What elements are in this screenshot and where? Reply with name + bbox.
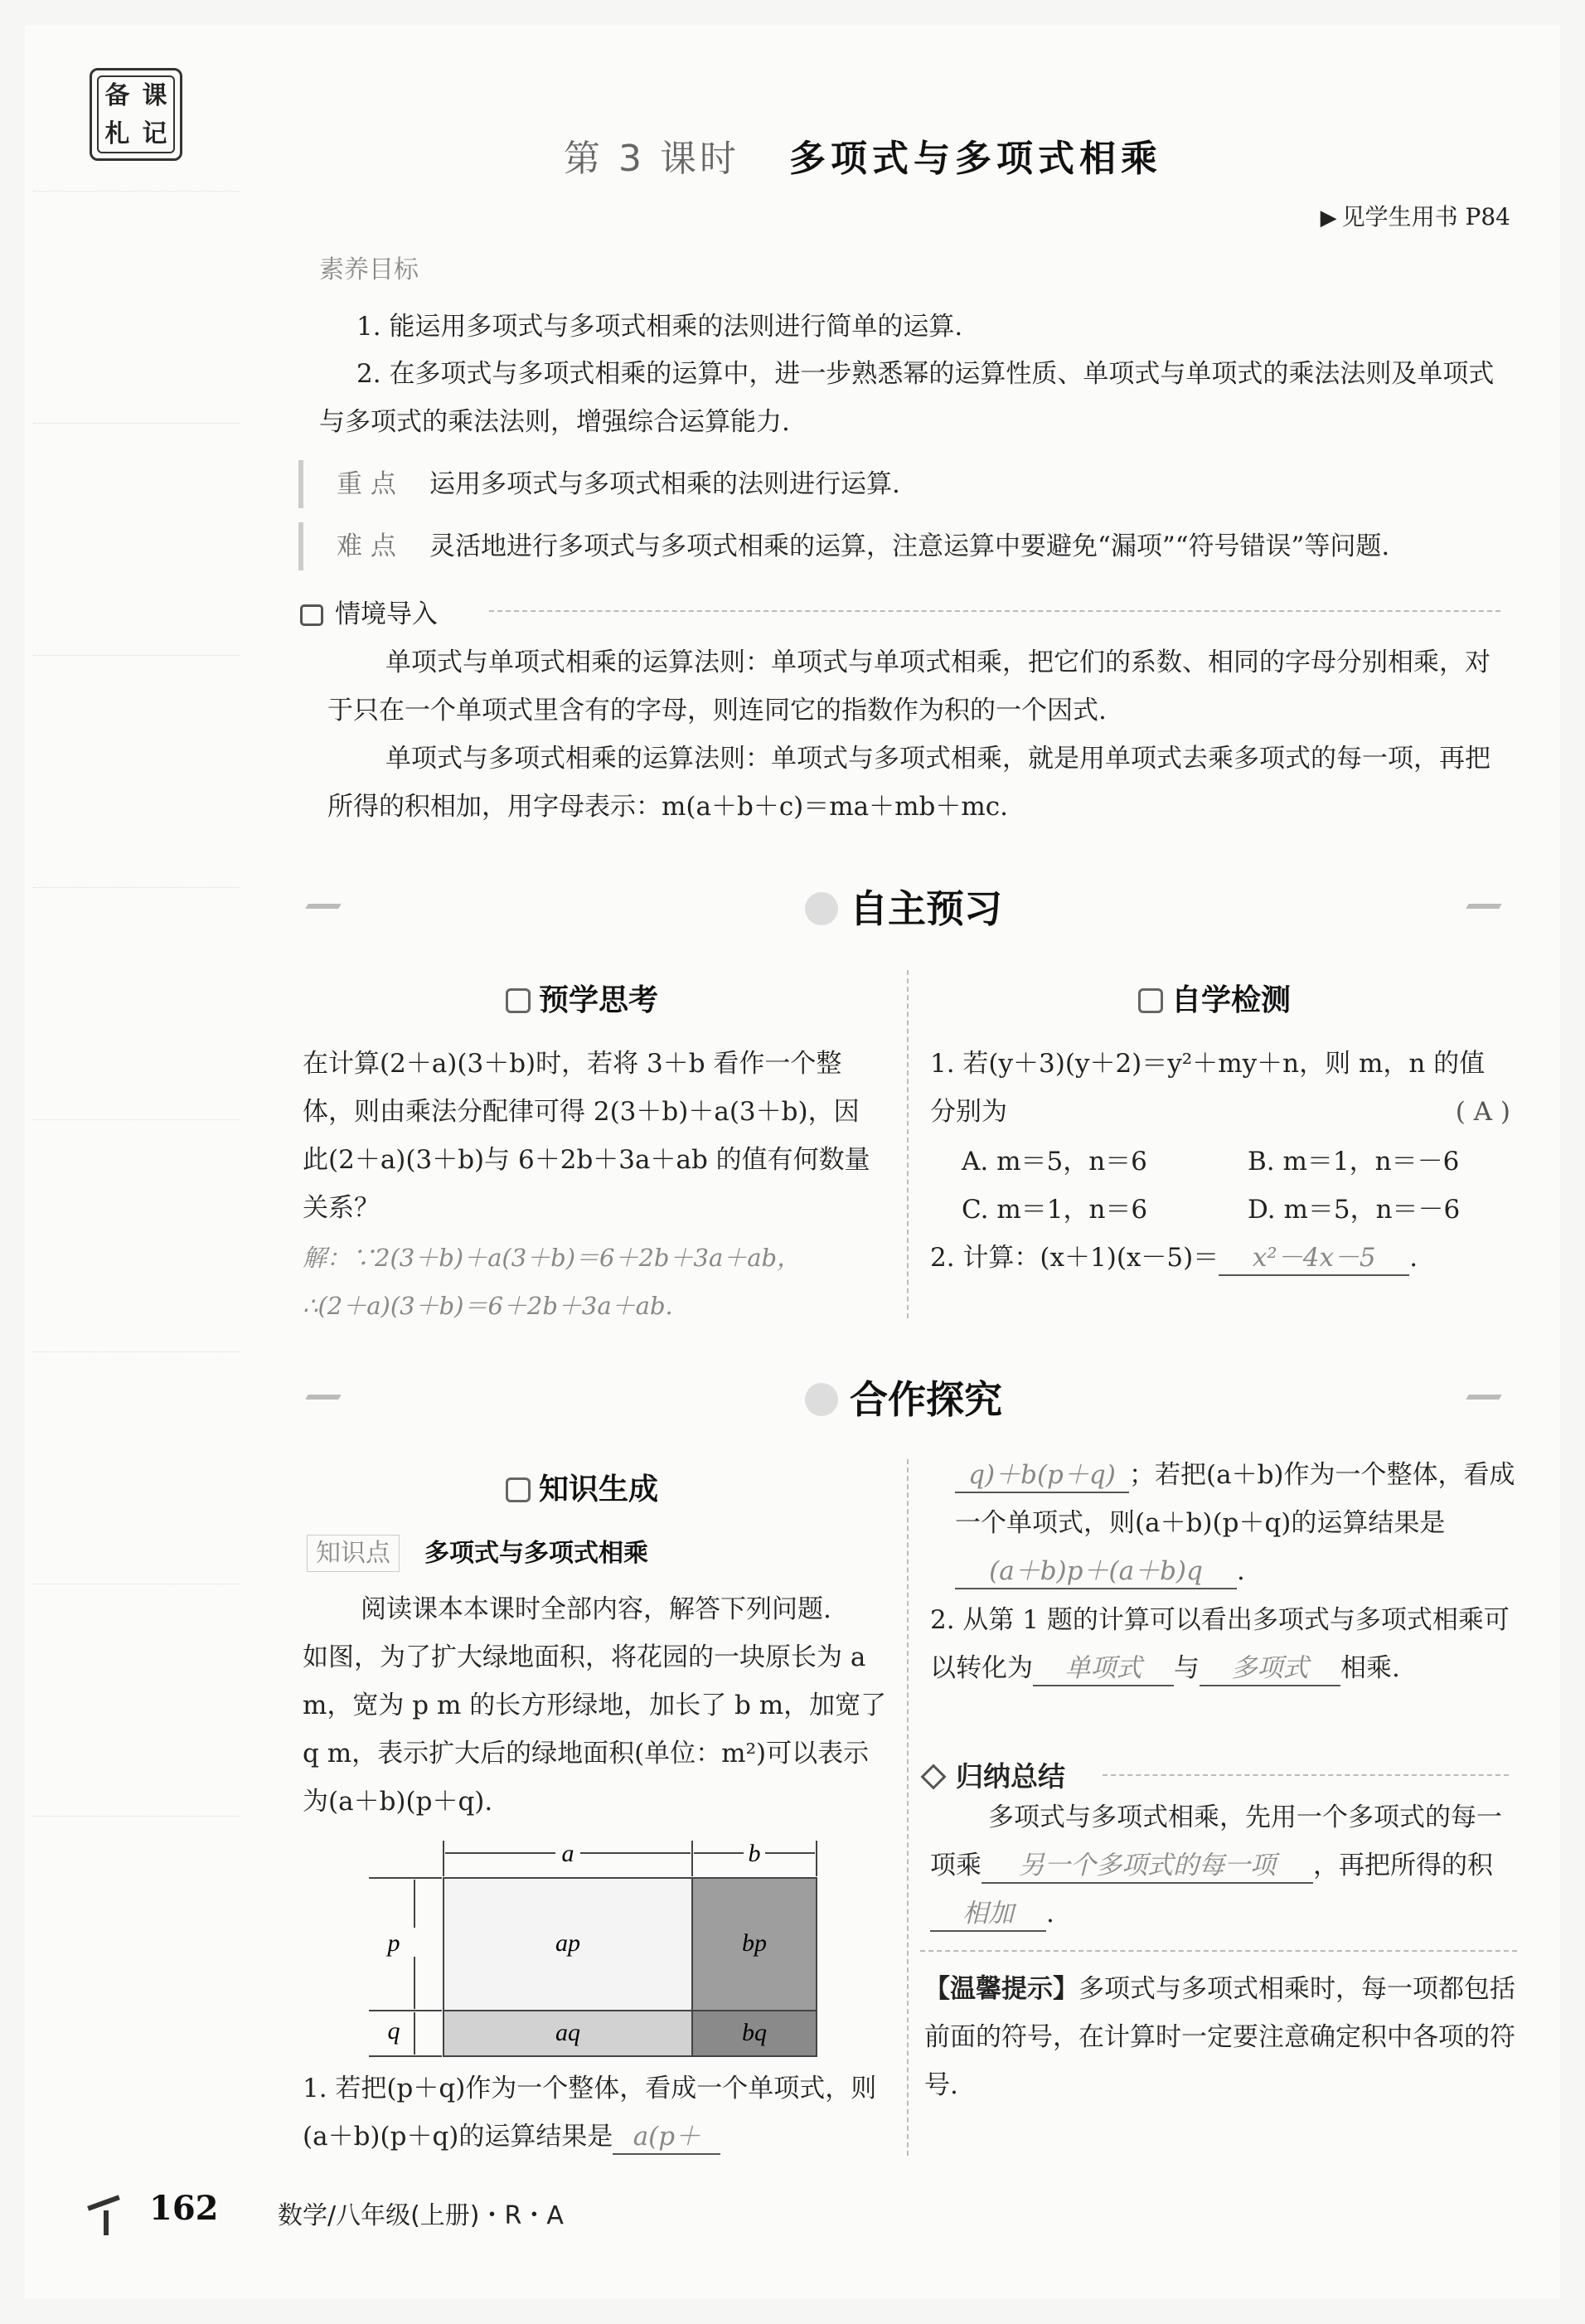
- checklist-icon: [1138, 988, 1163, 1013]
- knowledge-point-heading: [307, 1532, 648, 1569]
- scene-paragraph-1: 单项式与单项式相乘的运算法则：单项式与单项式相乘，把它们的系数、相同的字母分别相乘，对于只在一个单项式里含有的字母，则连同它的指数作为积的一个因式.: [327, 648, 1490, 725]
- goal-2: 2. 在多项式与多项式相乘的运算中，进一步熟悉幂的运算性质、单项式与单项式的乘法法则及单项式与多项式的乘法法则，增强综合运算能力.: [319, 359, 1495, 437]
- coop-q1-answer-a: a(p＋: [613, 2120, 720, 2155]
- knowledge-point-title: 多项式与多项式相乘: [424, 1539, 648, 1568]
- book-icon: [506, 988, 531, 1013]
- column-divider: [907, 970, 909, 1318]
- lesson-topic: 多项式与多项式相乘: [788, 138, 1162, 180]
- bulb-icon: [506, 1477, 531, 1502]
- coop-question-1-continued: [955, 1451, 1519, 1595]
- summary-text: [930, 1793, 1519, 1938]
- coop-q2-answer-2: 多项式: [1200, 1652, 1340, 1686]
- check-title: 自学检测: [1171, 983, 1292, 1017]
- q2-answer: x²－4x－5: [1219, 1241, 1409, 1276]
- divider: [1103, 1774, 1509, 1776]
- goal-1: 1. 能运用多项式与多项式相乘的法则进行简单的运算.: [356, 312, 963, 342]
- lesson-number: 第 3 课时: [564, 138, 739, 180]
- scene-intro-body: [327, 638, 1505, 831]
- think-answer-2: ∴(2＋a)(3＋b)＝6＋2b＋3a＋ab.: [303, 1292, 673, 1320]
- coop-q1-answer-2: (a＋b)p＋(a＋b)q: [955, 1555, 1237, 1589]
- scene-paragraph-2: 单项式与多项式相乘的运算法则：单项式与多项式相乘，就是用单项式去乘多项式的每一项，再把所得的积相加，用字母表示：m(a＋b＋c)＝ma＋mb＋mc.: [327, 744, 1490, 822]
- q2-text: 2. 计算：(x＋1)(x－5)＝: [930, 1243, 1219, 1273]
- knowledge-point-tag: 知识点: [307, 1535, 400, 1572]
- difficult-point-tag: 难 点: [298, 522, 419, 570]
- check-heading: [1138, 977, 1291, 1019]
- q1-answer: ( A ): [1455, 1097, 1510, 1127]
- lesson-title: [564, 129, 1162, 182]
- knowledge-title: 知识生成: [539, 1473, 659, 1506]
- stamp-char: 备: [104, 81, 130, 110]
- knowledge-heading: [506, 1466, 658, 1508]
- coop-question-2: [930, 1596, 1519, 1692]
- preview-title: 自主预习: [850, 886, 1002, 931]
- label-ap: ap: [555, 1929, 580, 1957]
- preview-banner: [298, 879, 1509, 937]
- label-p: p: [387, 1929, 400, 1957]
- page-number: 162: [149, 2189, 219, 2228]
- summary-mid: ，再把所得的积: [1313, 1851, 1493, 1880]
- scene-intro-title: 情境导入: [335, 599, 438, 629]
- coop-q1-answer-b: q)＋b(p＋q): [955, 1458, 1129, 1493]
- label-bp: bp: [742, 1929, 767, 1957]
- coop-title: 合作探究: [850, 1377, 1002, 1422]
- option-d: D. m＝5，n＝－6: [1248, 1195, 1461, 1225]
- coop-q2-answer-1: 单项式: [1033, 1652, 1174, 1686]
- tip-text: 多项式与多项式相乘时，每一项都包括前面的符号，在计算时一定要注意确定积中各项的符号.: [924, 1974, 1515, 2100]
- coop-question-1: [303, 2064, 887, 2161]
- tip-box: [924, 1965, 1517, 2109]
- coop-banner: [298, 1370, 1509, 1428]
- summary-heading: [924, 1755, 1065, 1794]
- pencil-icon: [920, 1764, 946, 1789]
- coop-q1-end: .: [1237, 1556, 1245, 1586]
- student-book-reference: ▶ 见学生用书 P84: [1321, 199, 1510, 232]
- lesson-notes-stamp: [90, 68, 182, 161]
- coop-q2-end: 相乘.: [1340, 1653, 1400, 1683]
- problem-text: 如图，为了扩大绿地面积，将花园的一块原长为 a m，宽为 p m 的长方形绿地，加长了 b m，加宽了 q m，表示扩大后的绿地面积(单位：m²)可以表示为(a＋b)(p＋q).: [303, 1642, 887, 1817]
- stamp-char: 札: [104, 119, 130, 148]
- q1-text: 1. 若(y＋3)(y＋2)＝y²＋my＋n，则 m，n 的值分别为: [930, 1049, 1486, 1127]
- column-divider: [907, 1459, 909, 2156]
- check-question-1: [930, 1040, 1510, 1136]
- summary-end: .: [1046, 1899, 1054, 1929]
- section-icon: [805, 1383, 838, 1416]
- think-question: 在计算(2＋a)(3＋b)时，若将 3＋b 看作一个整体，则由乘法分配律可得 2(3＋b)＋a(3＋b)，因此(2＋a)(3＋b)与 6＋2b＋3a＋ab 的值有何数量关系？: [303, 1049, 870, 1223]
- goals-title: 素养目标: [319, 255, 419, 284]
- key-point-tag: 重 点: [298, 460, 419, 508]
- section-icon: [805, 892, 838, 925]
- coop-q1-text: 1. 若把(p＋q)作为一个整体，看成一个单项式，则(a＋b)(p＋q)的运算结果是: [303, 2074, 877, 2152]
- coop-q2-mid: 与: [1174, 1653, 1200, 1683]
- coop-q2-text: 2. 从第 1 题的计算可以看出多项式与多项式相乘可以转化为: [930, 1605, 1510, 1683]
- stamp-char: 课: [142, 81, 167, 110]
- footer-decoration-icon: [79, 2197, 128, 2230]
- think-title: 预学思考: [539, 983, 659, 1017]
- label-bq: bq: [742, 2019, 767, 2046]
- divider: [489, 610, 1500, 612]
- book-title: 数学/八年级(上册)・R・A: [278, 2201, 564, 2230]
- q2-end: .: [1409, 1243, 1418, 1273]
- key-point: [298, 460, 1525, 508]
- check-question-2: [930, 1234, 1510, 1282]
- label-a: a: [561, 1840, 574, 1867]
- reading-instruction: 阅读课本本课时全部内容，解答下列问题.: [361, 1594, 831, 1624]
- coop-q1-mid: ；若把(a＋b)作为一个整体，看成一个单项式，则(a＋b)(p＋q)的运算结果是: [955, 1460, 1515, 1538]
- option-a: A. m＝5，n＝6: [962, 1147, 1147, 1177]
- margin-notes-area: [33, 191, 240, 2123]
- think-answer-1: 解：∵2(3＋b)＋a(3＋b)＝6＋2b＋3a＋ab，: [303, 1244, 802, 1272]
- difficult-point: [298, 522, 1525, 570]
- summary-answer-2: 相加: [930, 1897, 1046, 1932]
- label-aq: aq: [555, 2019, 580, 2046]
- label-b: b: [748, 1840, 761, 1867]
- area-diagram: [369, 1836, 833, 2060]
- label-q: q: [387, 2017, 400, 2045]
- key-point-text: 运用多项式与多项式相乘的法则进行运算.: [429, 469, 900, 499]
- difficult-point-text: 灵活地进行多项式与多项式相乘的运算，注意运算中要避免“漏项”“符号错误”等问题.: [429, 531, 1390, 561]
- summary-pre: 多项式与多项式相乘，先用一个多项式的每一项乘: [930, 1802, 1502, 1880]
- screen-icon: [300, 604, 323, 626]
- summary-title: 归纳总结: [956, 1760, 1065, 1793]
- stamp-char: 记: [142, 119, 167, 148]
- option-b: B. m＝1，n＝－6: [1248, 1147, 1460, 1177]
- option-c: C. m＝1，n＝6: [962, 1195, 1148, 1225]
- summary-answer-1: 另一个多项式的每一项: [982, 1849, 1313, 1884]
- divider: [920, 1950, 1517, 1952]
- scene-intro-heading: [300, 593, 438, 630]
- tip-tag: 【温馨提示】: [924, 1974, 1078, 2004]
- think-heading: [506, 977, 658, 1019]
